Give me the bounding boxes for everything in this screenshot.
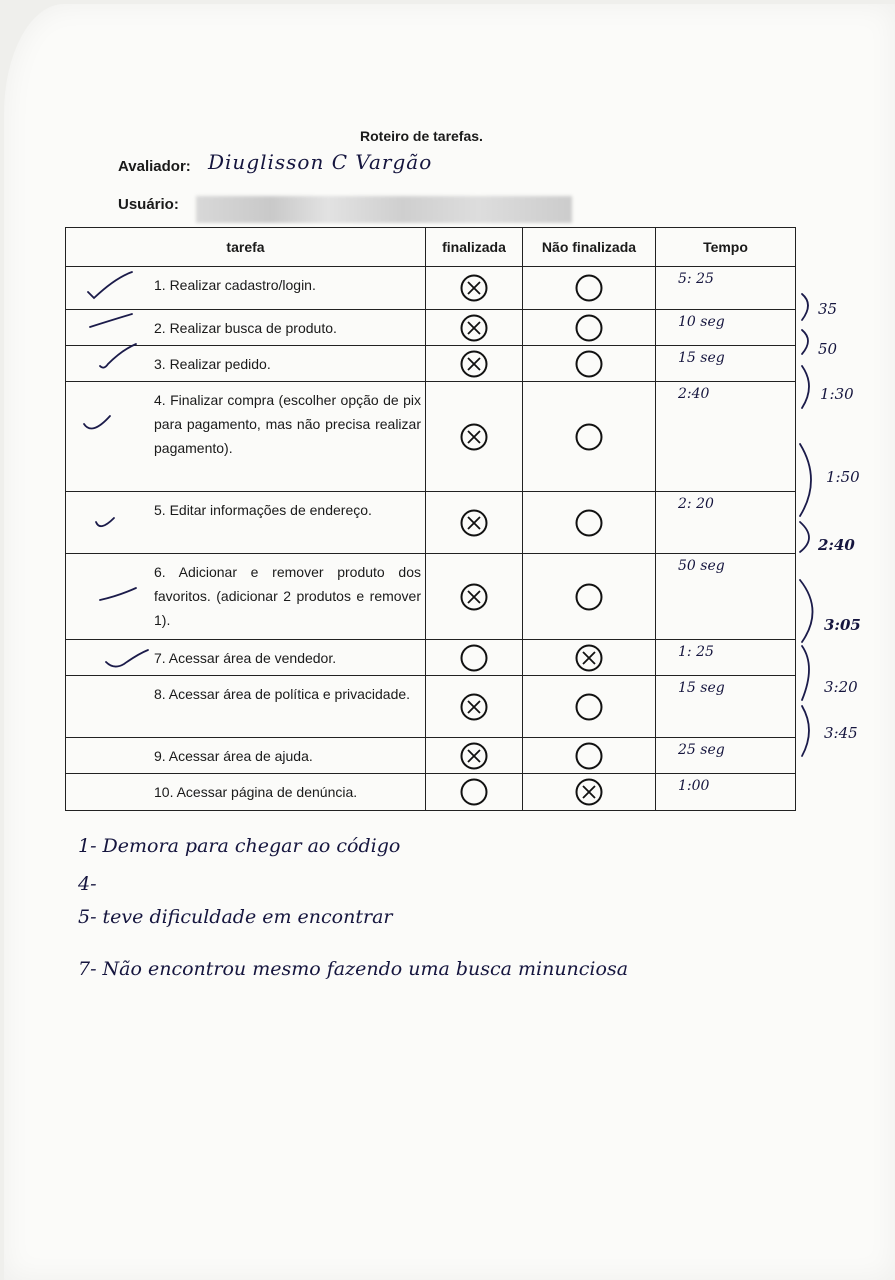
note-line: 5- teve dificuldade em encontrar [78, 906, 393, 928]
time-value: 2:40 [656, 382, 796, 492]
side-sum: 50 [818, 340, 838, 358]
side-sum: 3:05 [824, 616, 861, 634]
tasks-table [65, 227, 796, 811]
finished-cell [426, 738, 523, 774]
brace-icon [802, 366, 809, 408]
side-sum: 1:50 [826, 468, 860, 486]
not-finished-cell [523, 267, 656, 310]
marked-circle-icon [459, 422, 489, 452]
check-mark-icon [106, 650, 148, 667]
not-finished-cell [523, 554, 656, 640]
task-text: 10. Acessar página de denúncia. [154, 784, 358, 800]
table-row [66, 346, 796, 382]
evaluator-name: Diuglisson C Vargão [208, 150, 433, 174]
not-finished-cell [523, 774, 656, 811]
time-value: 5: 25 [656, 267, 796, 310]
empty-circle-icon [574, 582, 604, 612]
note-line: 7- Não encontrou mesmo fazendo uma busca minunciosa [78, 958, 629, 980]
document-title: Roteiro de tarefas. [360, 128, 483, 144]
header-task: tarefa [66, 228, 426, 267]
header-time: Tempo [656, 228, 796, 267]
not-finished-cell [523, 640, 656, 676]
side-sum: 3:20 [824, 678, 858, 696]
task-text: 3. Realizar pedido. [154, 356, 271, 372]
table-row [66, 738, 796, 774]
empty-circle-icon [459, 643, 489, 673]
finished-cell [426, 310, 523, 346]
check-mark-icon [84, 416, 110, 429]
empty-circle-icon [574, 313, 604, 343]
finished-cell [426, 774, 523, 811]
brace-icon [802, 294, 808, 320]
time-value: 1: 25 [656, 640, 796, 676]
tick-marks [70, 266, 150, 806]
note-line: 1- Demora para chegar ao código [78, 835, 401, 857]
not-finished-cell [523, 492, 656, 554]
finished-cell [426, 492, 523, 554]
marked-circle-icon [574, 643, 604, 673]
marked-circle-icon [459, 582, 489, 612]
marked-circle-icon [459, 273, 489, 303]
table-row [66, 554, 796, 640]
brace-icon [802, 330, 808, 354]
task-text: 4. Finalizar compra (escolher opção de pix para pagamento, mas não precisa realizar pagamento). [154, 392, 421, 456]
finished-cell [426, 267, 523, 310]
check-mark-icon [96, 518, 114, 526]
note-line: 4- [78, 873, 97, 895]
task-text: 9. Acessar área de ajuda. [154, 748, 313, 764]
empty-circle-icon [459, 777, 489, 807]
task-text: 1. Realizar cadastro/login. [154, 277, 316, 293]
time-value: 15 seg [656, 676, 796, 738]
finished-cell [426, 382, 523, 492]
marked-circle-icon [574, 777, 604, 807]
empty-circle-icon [574, 741, 604, 771]
not-finished-cell [523, 346, 656, 382]
check-mark-icon [88, 272, 132, 298]
check-mark-icon [90, 314, 132, 327]
time-value: 2: 20 [656, 492, 796, 554]
table-row [66, 310, 796, 346]
finished-cell [426, 346, 523, 382]
side-sum: 1:30 [820, 385, 854, 403]
finished-cell [426, 554, 523, 640]
time-value: 15 seg [656, 346, 796, 382]
not-finished-cell [523, 382, 656, 492]
not-finished-cell [523, 310, 656, 346]
empty-circle-icon [574, 422, 604, 452]
table-row [66, 676, 796, 738]
check-mark-icon [100, 588, 136, 600]
time-value: 1:00 [656, 774, 796, 811]
brace-icon [802, 706, 809, 756]
marked-circle-icon [459, 349, 489, 379]
empty-circle-icon [574, 508, 604, 538]
task-text: 6. Adicionar e remover produto dos favoritos. (adicionar 2 produtos e remover 1). [154, 564, 421, 628]
not-finished-cell [523, 676, 656, 738]
not-finished-cell [523, 738, 656, 774]
check-mark-icon [100, 344, 136, 368]
header-finished: finalizada [426, 228, 523, 267]
marked-circle-icon [459, 741, 489, 771]
side-sum: 3:45 [824, 724, 858, 742]
time-value: 25 seg [656, 738, 796, 774]
brace-marks [796, 290, 826, 780]
user-label: Usuário: [118, 196, 179, 213]
brace-icon [800, 444, 811, 516]
task-text: 8. Acessar área de política e privacidade. [154, 686, 411, 702]
empty-circle-icon [574, 692, 604, 722]
side-sum: 35 [818, 300, 838, 318]
brace-icon [800, 522, 809, 552]
table-row [66, 492, 796, 554]
empty-circle-icon [574, 349, 604, 379]
time-value: 10 seg [656, 310, 796, 346]
header-not-finished: Não finalizada [523, 228, 656, 267]
task-text: 2. Realizar busca de produto. [154, 320, 337, 336]
brace-icon [802, 646, 809, 700]
marked-circle-icon [459, 508, 489, 538]
finished-cell [426, 676, 523, 738]
side-sum: 2:40 [818, 536, 855, 554]
marked-circle-icon [459, 692, 489, 722]
empty-circle-icon [574, 273, 604, 303]
table-header-row [66, 228, 796, 267]
table-row [66, 267, 796, 310]
task-text: 7. Acessar área de vendedor. [154, 650, 337, 666]
marked-circle-icon [459, 313, 489, 343]
brace-icon [800, 580, 813, 642]
redacted-user-name [196, 196, 572, 223]
table-row [66, 382, 796, 492]
evaluator-label: Avaliador: [118, 158, 191, 175]
table-row [66, 640, 796, 676]
table-row [66, 774, 796, 811]
task-text: 5. Editar informações de endereço. [154, 502, 372, 518]
time-value: 50 seg [656, 554, 796, 640]
finished-cell [426, 640, 523, 676]
